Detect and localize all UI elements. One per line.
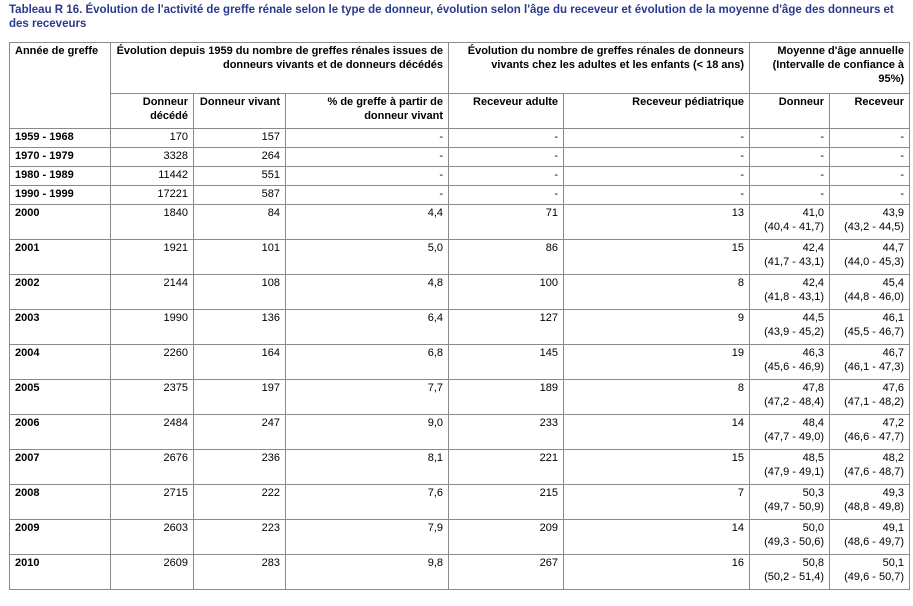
cell-pediatric-recipient: - xyxy=(564,129,750,148)
mean-age-value: 42,4 xyxy=(802,242,825,254)
header-group-donors: Évolution depuis 1959 du nombre de greffes rénales issues de donneurs vivants et de donneurs décédés xyxy=(111,43,449,94)
confidence-interval: (47,2 - 48,4) xyxy=(764,396,825,408)
mean-age-value: 50,8 xyxy=(802,557,825,569)
cell-living-donor: 587 xyxy=(194,186,286,205)
cell-deceased-donor: 2260 xyxy=(111,345,194,380)
cell-pct-living: - xyxy=(286,129,449,148)
table-row xyxy=(10,129,910,148)
cell-pediatric-recipient: 15 xyxy=(564,450,750,485)
cell-donor-age xyxy=(750,310,830,345)
mean-age-value: 50,3 xyxy=(802,487,825,499)
cell-living-donor: 551 xyxy=(194,167,286,186)
table-row xyxy=(10,485,910,520)
cell-pediatric-recipient: 14 xyxy=(564,520,750,555)
cell-year: 2007 xyxy=(10,450,111,485)
cell-recipient-age xyxy=(830,148,910,167)
cell-donor-age xyxy=(750,148,830,167)
cell-pediatric-recipient: - xyxy=(564,186,750,205)
cell-pct-living: 7,7 xyxy=(286,380,449,415)
confidence-interval: (47,9 - 49,1) xyxy=(764,466,825,478)
table-row xyxy=(10,520,910,555)
cell-recipient-age xyxy=(830,186,910,205)
mean-age-value: 41,0 xyxy=(802,207,825,219)
table-row xyxy=(10,240,910,275)
cell-recipient-age xyxy=(830,520,910,555)
header-group-recipients: Évolution du nombre de greffes rénales de donneurs vivants chez les adultes et les enfants (< 18 ans) xyxy=(449,43,750,94)
cell-adult-recipient: - xyxy=(449,167,564,186)
table-row xyxy=(10,205,910,240)
table-row xyxy=(10,345,910,380)
cell-year: 2002 xyxy=(10,275,111,310)
cell-donor-age xyxy=(750,186,830,205)
cell-pediatric-recipient: 13 xyxy=(564,205,750,240)
confidence-interval: (49,3 - 50,6) xyxy=(764,536,825,548)
cell-deceased-donor: 2484 xyxy=(111,415,194,450)
cell-pct-living: 9,8 xyxy=(286,555,449,590)
cell-recipient-age xyxy=(830,129,910,148)
table-row xyxy=(10,186,910,205)
cell-deceased-donor: 2676 xyxy=(111,450,194,485)
confidence-interval: (45,5 - 46,7) xyxy=(844,326,905,338)
cell-year: 2006 xyxy=(10,415,111,450)
mean-age-value: 47,2 xyxy=(882,417,905,429)
header-donor-age: Donneur xyxy=(750,94,830,129)
cell-pediatric-recipient: 16 xyxy=(564,555,750,590)
cell-deceased-donor: 11442 xyxy=(111,167,194,186)
cell-recipient-age xyxy=(830,555,910,590)
confidence-interval: (46,6 - 47,7) xyxy=(844,431,905,443)
cell-recipient-age xyxy=(830,485,910,520)
cell-adult-recipient: 209 xyxy=(449,520,564,555)
cell-pediatric-recipient: 7 xyxy=(564,485,750,520)
mean-age-value: 50,1 xyxy=(882,557,905,569)
header-year: Année de greffe xyxy=(10,43,111,129)
cell-deceased-donor: 2715 xyxy=(111,485,194,520)
cell-donor-age xyxy=(750,167,830,186)
cell-pct-living: - xyxy=(286,186,449,205)
cell-pct-living: 4,8 xyxy=(286,275,449,310)
cell-pediatric-recipient: 8 xyxy=(564,275,750,310)
cell-deceased-donor: 1921 xyxy=(111,240,194,275)
cell-year: 1990 - 1999 xyxy=(10,186,111,205)
mean-age-value: 48,4 xyxy=(802,417,825,429)
cell-year: 2005 xyxy=(10,380,111,415)
mean-age-value: - xyxy=(820,131,825,143)
header-pct-living: % de greffe à partir de donneur vivant xyxy=(286,94,449,129)
cell-donor-age xyxy=(750,129,830,148)
mean-age-value: - xyxy=(820,188,825,200)
confidence-interval: (44,0 - 45,3) xyxy=(844,256,905,268)
confidence-interval: (41,8 - 43,1) xyxy=(764,291,825,303)
header-living-donor: Donneur vivant xyxy=(194,94,286,129)
confidence-interval: (47,1 - 48,2) xyxy=(844,396,905,408)
cell-recipient-age xyxy=(830,450,910,485)
cell-deceased-donor: 170 xyxy=(111,129,194,148)
cell-pediatric-recipient: 9 xyxy=(564,310,750,345)
mean-age-value: 45,4 xyxy=(882,277,905,289)
cell-living-donor: 236 xyxy=(194,450,286,485)
cell-recipient-age xyxy=(830,380,910,415)
cell-pct-living: 6,4 xyxy=(286,310,449,345)
cell-pediatric-recipient: 19 xyxy=(564,345,750,380)
confidence-interval: (43,9 - 45,2) xyxy=(764,326,825,338)
cell-living-donor: 197 xyxy=(194,380,286,415)
mean-age-value: 43,9 xyxy=(882,207,905,219)
cell-living-donor: 264 xyxy=(194,148,286,167)
cell-living-donor: 247 xyxy=(194,415,286,450)
cell-deceased-donor: 2375 xyxy=(111,380,194,415)
mean-age-value: - xyxy=(820,169,825,181)
mean-age-value: - xyxy=(900,150,905,162)
cell-adult-recipient: 189 xyxy=(449,380,564,415)
cell-living-donor: 283 xyxy=(194,555,286,590)
cell-adult-recipient: 127 xyxy=(449,310,564,345)
cell-pct-living: 9,0 xyxy=(286,415,449,450)
header-pediatric-recipient: Receveur pédiatrique xyxy=(564,94,750,129)
cell-living-donor: 108 xyxy=(194,275,286,310)
mean-age-value: 46,7 xyxy=(882,347,905,359)
cell-year: 2001 xyxy=(10,240,111,275)
cell-deceased-donor: 1990 xyxy=(111,310,194,345)
cell-deceased-donor: 3328 xyxy=(111,148,194,167)
cell-donor-age xyxy=(750,415,830,450)
confidence-interval: (50,2 - 51,4) xyxy=(764,571,825,583)
table-row xyxy=(10,555,910,590)
cell-year: 2003 xyxy=(10,310,111,345)
cell-pct-living: - xyxy=(286,148,449,167)
mean-age-value: 46,1 xyxy=(882,312,905,324)
cell-pediatric-recipient: - xyxy=(564,167,750,186)
header-adult-recipient: Receveur adulte xyxy=(449,94,564,129)
cell-year: 1959 - 1968 xyxy=(10,129,111,148)
confidence-interval: (47,7 - 49,0) xyxy=(764,431,825,443)
cell-deceased-donor: 2144 xyxy=(111,275,194,310)
cell-living-donor: 157 xyxy=(194,129,286,148)
cell-adult-recipient: 267 xyxy=(449,555,564,590)
cell-pct-living: 4,4 xyxy=(286,205,449,240)
mean-age-value: 46,3 xyxy=(802,347,825,359)
mean-age-value: 48,5 xyxy=(802,452,825,464)
cell-pediatric-recipient: 8 xyxy=(564,380,750,415)
mean-age-value: 50,0 xyxy=(802,522,825,534)
table-row xyxy=(10,275,910,310)
table-row xyxy=(10,310,910,345)
confidence-interval: (41,7 - 43,1) xyxy=(764,256,825,268)
header-deceased-donor: Donneur décédé xyxy=(111,94,194,129)
confidence-interval: (45,6 - 46,9) xyxy=(764,361,825,373)
cell-living-donor: 223 xyxy=(194,520,286,555)
cell-living-donor: 164 xyxy=(194,345,286,380)
confidence-interval: (48,6 - 49,7) xyxy=(844,536,905,548)
cell-pct-living: - xyxy=(286,167,449,186)
cell-recipient-age xyxy=(830,415,910,450)
confidence-interval: (49,7 - 50,9) xyxy=(764,501,825,513)
cell-year: 1970 - 1979 xyxy=(10,148,111,167)
cell-year: 2000 xyxy=(10,205,111,240)
cell-pct-living: 8,1 xyxy=(286,450,449,485)
cell-deceased-donor: 17221 xyxy=(111,186,194,205)
cell-donor-age xyxy=(750,275,830,310)
table-row xyxy=(10,167,910,186)
cell-donor-age xyxy=(750,520,830,555)
mean-age-value: 44,7 xyxy=(882,242,905,254)
cell-donor-age xyxy=(750,450,830,485)
cell-year: 2004 xyxy=(10,345,111,380)
cell-living-donor: 84 xyxy=(194,205,286,240)
mean-age-value: - xyxy=(900,188,905,200)
cell-pediatric-recipient: 14 xyxy=(564,415,750,450)
cell-adult-recipient: 71 xyxy=(449,205,564,240)
cell-adult-recipient: 145 xyxy=(449,345,564,380)
cell-donor-age xyxy=(750,555,830,590)
cell-recipient-age xyxy=(830,310,910,345)
confidence-interval: (48,8 - 49,8) xyxy=(844,501,905,513)
mean-age-value: - xyxy=(820,150,825,162)
cell-donor-age xyxy=(750,380,830,415)
cell-pediatric-recipient: 15 xyxy=(564,240,750,275)
mean-age-value: 42,4 xyxy=(802,277,825,289)
cell-year: 2008 xyxy=(10,485,111,520)
cell-donor-age xyxy=(750,240,830,275)
confidence-interval: (44,8 - 46,0) xyxy=(844,291,905,303)
transplant-table xyxy=(9,42,910,590)
cell-deceased-donor: 2603 xyxy=(111,520,194,555)
cell-donor-age xyxy=(750,205,830,240)
cell-adult-recipient: 221 xyxy=(449,450,564,485)
header-recipient-age: Receveur xyxy=(830,94,910,129)
cell-pediatric-recipient: - xyxy=(564,148,750,167)
mean-age-value: 49,3 xyxy=(882,487,905,499)
cell-adult-recipient: 100 xyxy=(449,275,564,310)
cell-donor-age xyxy=(750,345,830,380)
cell-adult-recipient: 86 xyxy=(449,240,564,275)
cell-adult-recipient: 215 xyxy=(449,485,564,520)
confidence-interval: (49,6 - 50,7) xyxy=(844,571,905,583)
mean-age-value: 47,8 xyxy=(802,382,825,394)
confidence-interval: (46,1 - 47,3) xyxy=(844,361,905,373)
cell-year: 2009 xyxy=(10,520,111,555)
table-title: Tableau R 16. Évolution de l'activité de greffe rénale selon le type de donneur, évolution selon l'âge du receveur et évolution de la moyenne d'âge des donneurs et des receveurs xyxy=(9,4,894,30)
cell-pct-living: 7,9 xyxy=(286,520,449,555)
cell-adult-recipient: - xyxy=(449,148,564,167)
cell-pct-living: 6,8 xyxy=(286,345,449,380)
cell-adult-recipient: - xyxy=(449,186,564,205)
cell-adult-recipient: 233 xyxy=(449,415,564,450)
table-row xyxy=(10,380,910,415)
cell-living-donor: 222 xyxy=(194,485,286,520)
mean-age-value: 44,5 xyxy=(802,312,825,324)
mean-age-value: 48,2 xyxy=(882,452,905,464)
cell-adult-recipient: - xyxy=(449,129,564,148)
confidence-interval: (43,2 - 44,5) xyxy=(844,221,905,233)
mean-age-value: - xyxy=(900,169,905,181)
cell-pct-living: 7,6 xyxy=(286,485,449,520)
table-body xyxy=(10,129,910,590)
header-group-mean-age: Moyenne d'âge annuelle (Intervalle de confiance à 95%) xyxy=(750,43,910,94)
mean-age-value: 47,6 xyxy=(882,382,905,394)
cell-recipient-age xyxy=(830,345,910,380)
cell-living-donor: 136 xyxy=(194,310,286,345)
cell-recipient-age xyxy=(830,167,910,186)
confidence-interval: (47,6 - 48,7) xyxy=(844,466,905,478)
cell-living-donor: 101 xyxy=(194,240,286,275)
cell-year: 1980 - 1989 xyxy=(10,167,111,186)
cell-pct-living: 5,0 xyxy=(286,240,449,275)
cell-deceased-donor: 1840 xyxy=(111,205,194,240)
table-row xyxy=(10,450,910,485)
cell-recipient-age xyxy=(830,240,910,275)
mean-age-value: - xyxy=(900,131,905,143)
mean-age-value: 49,1 xyxy=(882,522,905,534)
confidence-interval: (40,4 - 41,7) xyxy=(764,221,825,233)
cell-deceased-donor: 2609 xyxy=(111,555,194,590)
table-row xyxy=(10,415,910,450)
cell-donor-age xyxy=(750,485,830,520)
table-row xyxy=(10,148,910,167)
cell-year: 2010 xyxy=(10,555,111,590)
cell-recipient-age xyxy=(830,275,910,310)
cell-recipient-age xyxy=(830,205,910,240)
